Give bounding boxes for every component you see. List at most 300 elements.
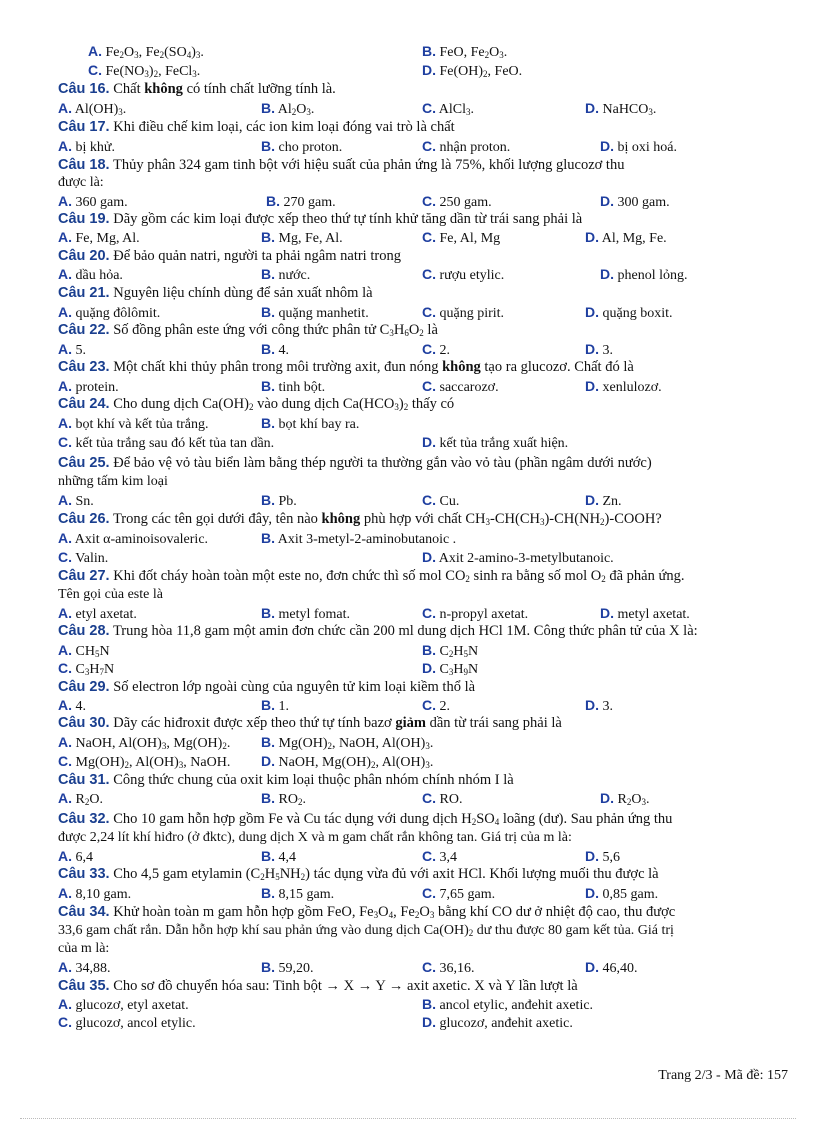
- answer-option: [261, 789, 306, 809]
- option-letter: B.: [261, 378, 275, 394]
- question-continuation: [58, 473, 168, 491]
- option-letter: C.: [422, 492, 436, 508]
- answer-option: [58, 659, 114, 679]
- option-text: NaOH, $Al(OH)_3$, $Mg(OH)_2$.: [72, 736, 231, 751]
- answer-option: [261, 491, 297, 511]
- answer-option: [58, 604, 137, 624]
- option-text: NaHCO$_3$.: [599, 102, 657, 117]
- answer-option: [600, 265, 688, 285]
- question-stem: [58, 810, 672, 828]
- option-text: rượu etylic.: [436, 268, 505, 283]
- option-letter: C.: [58, 549, 72, 565]
- answer-option: [58, 491, 94, 511]
- question-number: Câu 32.: [58, 811, 110, 827]
- answer-option: [261, 529, 456, 549]
- option-letter: A.: [58, 229, 72, 245]
- answer-option: [422, 61, 522, 81]
- option-letter: B.: [261, 266, 275, 282]
- option-text: 8,15 gam.: [275, 887, 335, 902]
- option-letter: C.: [58, 660, 72, 676]
- question-text: Nguyên liệu chính dùng để sản xuất nhôm là: [109, 285, 373, 301]
- answer-option: [58, 192, 128, 212]
- option-text: 300 gam.: [614, 195, 670, 210]
- answer-option: [422, 228, 500, 248]
- option-letter: A.: [58, 100, 72, 116]
- question-number: Câu 34.: [58, 904, 110, 920]
- answer-option: [600, 137, 677, 157]
- option-letter: A.: [58, 734, 72, 750]
- question-stem: [58, 903, 675, 921]
- page-footer: Trang 2/3 - Mã đề: 157: [658, 1068, 788, 1083]
- option-text: $C_3H_7N$: [72, 662, 115, 677]
- option-letter: A.: [58, 848, 72, 864]
- question-number: Câu 22.: [58, 322, 110, 338]
- option-letter: A.: [58, 697, 72, 713]
- option-letter: B.: [261, 959, 275, 975]
- answer-option: [261, 228, 343, 248]
- option-letter: A.: [58, 378, 72, 394]
- option-letter: B.: [261, 341, 275, 357]
- question-stem: [58, 118, 455, 136]
- option-letter: D.: [585, 848, 599, 864]
- option-letter: A.: [58, 341, 72, 357]
- option-text: quặng đôlômit.: [72, 306, 161, 321]
- question-text: Số đồng phân este ứng với công thức phân tử $C_3H_6O_2$ là: [109, 322, 438, 338]
- option-text: Axit α-aminoisovaleric.: [72, 532, 209, 547]
- option-letter: B.: [261, 304, 275, 320]
- option-text: saccarozơ.: [436, 380, 499, 395]
- question-continuation: [58, 922, 674, 940]
- answer-option: [422, 377, 499, 397]
- option-letter: A.: [58, 193, 72, 209]
- option-letter: D.: [585, 100, 599, 116]
- option-text: protein.: [72, 380, 119, 395]
- question-text: Dãy các hiđroxit được xếp theo thứ tự tính bazơ giảm dần từ trái sang phải là: [109, 715, 562, 731]
- question-text: Công thức chung của oxit kim loại thuộc phân nhóm chính nhóm I là: [109, 772, 514, 788]
- answer-option: [422, 659, 478, 679]
- question-stem: [58, 567, 684, 585]
- option-text: $Al(OH)_3$.: [72, 102, 127, 117]
- question-text: Dãy gồm các kim loại được xếp theo thứ tự tính khử tăng dần từ trái sang phải là: [109, 211, 583, 227]
- answer-option: [261, 752, 433, 772]
- option-letter: B.: [261, 885, 275, 901]
- option-letter: C.: [422, 885, 436, 901]
- question-stem: [58, 358, 634, 376]
- answer-option: [422, 137, 510, 157]
- answer-option: [585, 847, 620, 867]
- option-text: $Fe(OH)_2$, FeO.: [436, 64, 523, 79]
- question-stem: [58, 210, 582, 228]
- answer-option: [261, 303, 369, 323]
- option-letter: B.: [261, 734, 275, 750]
- question-number: Câu 16.: [58, 81, 110, 97]
- option-text: Al, Mg, Fe.: [599, 231, 667, 246]
- option-letter: C.: [422, 266, 436, 282]
- answer-option: [261, 414, 359, 434]
- option-text: $C_3H_9N$: [436, 662, 479, 677]
- option-letter: A.: [58, 885, 72, 901]
- answer-option: [261, 137, 342, 157]
- option-text: bọt khí bay ra.: [275, 417, 360, 432]
- answer-option: [585, 228, 667, 248]
- option-text: 34,88.: [72, 961, 111, 976]
- answer-option: [422, 696, 450, 716]
- question-stem: [58, 622, 698, 640]
- option-text: 2.: [436, 343, 450, 358]
- option-text: 250 gam.: [436, 195, 492, 210]
- option-text: Mg, Fe, Al.: [275, 231, 343, 246]
- answer-option: [261, 99, 314, 119]
- question-stem: [58, 247, 401, 265]
- question-stem: [58, 714, 562, 732]
- option-letter: C.: [58, 434, 72, 450]
- option-letter: C.: [422, 341, 436, 357]
- option-text: glucozơ, ancol etylic.: [72, 1016, 196, 1031]
- question-text: Khi đốt cháy hoàn toàn một este no, đơn chức thì số mol $CO_2$ sinh ra bằng số mol $O_2$ đã phản ứng.: [109, 568, 685, 584]
- answer-option: [58, 789, 103, 809]
- answer-option: [585, 303, 673, 323]
- question-text: Để bảo vệ vỏ tàu biển làm bằng thép người ta thường gắn vào vỏ tàu (phần ngâm dưới nước): [109, 455, 652, 471]
- option-letter: A.: [58, 492, 72, 508]
- option-text: AlCl$_3$.: [436, 102, 474, 117]
- option-text: 1.: [275, 699, 289, 714]
- answer-option: [422, 548, 614, 568]
- option-text: 6,4: [72, 850, 93, 865]
- answer-option: [261, 847, 296, 867]
- answer-option: [58, 884, 131, 904]
- option-letter: A.: [58, 605, 72, 621]
- answer-option: [58, 303, 160, 323]
- answer-option: [261, 265, 310, 285]
- option-text: 0,85 gam.: [599, 887, 659, 902]
- question-text: Khi điều chế kim loại, các ion kim loại đóng vai trò là chất: [109, 119, 455, 135]
- answer-option: [261, 340, 289, 360]
- option-text: Axit 3-metyl-2-aminobutanoic .: [275, 532, 457, 547]
- option-letter: B.: [261, 415, 275, 431]
- option-text: quặng pirit.: [436, 306, 505, 321]
- option-letter: D.: [585, 341, 599, 357]
- option-text: 59,20.: [275, 961, 314, 976]
- option-letter: C.: [58, 1014, 72, 1030]
- option-text: 3.: [599, 699, 613, 714]
- option-letter: D.: [600, 266, 614, 282]
- question-number: Câu 23.: [58, 359, 110, 375]
- option-text: kết tủa trắng xuất hiện.: [436, 436, 569, 451]
- question-text: Trong các tên gọi dưới đây, tên nào không phù hợp với chất $CH_3-CH(CH_3)-CH(NH_2)$-COOH?: [109, 511, 662, 527]
- option-text: 5,6: [599, 850, 620, 865]
- option-text: cho proton.: [275, 140, 343, 155]
- question-number: Câu 24.: [58, 396, 110, 412]
- answer-option: [58, 995, 189, 1015]
- option-letter: D.: [585, 492, 599, 508]
- answer-option: [422, 99, 474, 119]
- question-text: được là:: [58, 175, 104, 190]
- answer-option: [261, 604, 350, 624]
- option-letter: D.: [585, 378, 599, 394]
- option-text: $CH_5N$: [72, 644, 110, 659]
- question-stem: [58, 977, 578, 995]
- answer-option: [58, 99, 126, 119]
- question-stem: [58, 771, 514, 789]
- option-letter: D.: [600, 138, 614, 154]
- answer-option: [261, 696, 289, 716]
- answer-option: [88, 61, 200, 81]
- question-number: Câu 26.: [58, 511, 110, 527]
- option-letter: B.: [261, 605, 275, 621]
- question-stem: [58, 395, 454, 413]
- option-text: Zn.: [599, 494, 622, 509]
- question-continuation: [58, 174, 104, 192]
- option-letter: C.: [422, 304, 436, 320]
- option-text: 36,16.: [436, 961, 475, 976]
- answer-option: [58, 1013, 196, 1033]
- option-text: phenol lỏng.: [614, 268, 688, 283]
- option-text: Sn.: [72, 494, 94, 509]
- option-letter: B.: [422, 43, 436, 59]
- option-letter: D.: [585, 304, 599, 320]
- question-text: Cho dung dịch $Ca(OH)_2$ vào dung dịch $Ca(HCO_3)_2$ thấy có: [109, 396, 455, 412]
- option-letter: B.: [422, 642, 436, 658]
- option-letter: C.: [422, 605, 436, 621]
- answer-option: [58, 433, 274, 453]
- option-text: metyl fomat.: [275, 607, 351, 622]
- option-letter: D.: [422, 62, 436, 78]
- question-number: Câu 27.: [58, 568, 110, 584]
- answer-option: [58, 548, 108, 568]
- option-letter: A.: [58, 959, 72, 975]
- answer-option: [585, 958, 638, 978]
- option-letter: A.: [58, 304, 72, 320]
- option-text: bọt khí và kết tủa trắng.: [72, 417, 209, 432]
- option-letter: C.: [422, 959, 436, 975]
- option-text: metyl axetat.: [614, 607, 690, 622]
- option-text: $Mg(OH)_2$, NaOH, $Al(OH)_3$.: [275, 736, 434, 751]
- option-text: 360 gam.: [72, 195, 128, 210]
- option-text: $Mg(OH)_2$, $Al(OH)_3$, NaOH.: [72, 755, 231, 770]
- option-text: $R_2O$.: [72, 792, 103, 807]
- option-letter: C.: [422, 100, 436, 116]
- answer-option: [58, 137, 115, 157]
- option-text: $R_2O_3$.: [614, 792, 650, 807]
- question-text: Chất không có tính chất lưỡng tính là.: [109, 81, 336, 97]
- option-text: 3.: [599, 343, 613, 358]
- option-text: quặng boxit.: [599, 306, 673, 321]
- answer-option: [58, 958, 111, 978]
- answer-option: [261, 884, 334, 904]
- option-text: etyl axetat.: [72, 607, 137, 622]
- option-letter: B.: [422, 996, 436, 1012]
- question-text: Cho 4,5 gam etylamin $(C_2H_5NH_2)$ tác dụng vừa đủ với axit HCl. Khối lượng muối thu được là: [109, 866, 659, 882]
- question-stem: [58, 156, 624, 174]
- option-text: 8,10 gam.: [72, 887, 132, 902]
- question-continuation: [58, 829, 572, 847]
- question-number: Câu 29.: [58, 679, 110, 695]
- option-text: quặng manhetit.: [275, 306, 369, 321]
- option-letter: D.: [422, 434, 436, 450]
- option-letter: A.: [58, 790, 72, 806]
- answer-option: [422, 192, 492, 212]
- option-letter: C.: [422, 848, 436, 864]
- option-letter: B.: [261, 100, 275, 116]
- answer-option: [261, 733, 433, 753]
- option-text: 46,40.: [599, 961, 638, 976]
- option-letter: B.: [261, 790, 275, 806]
- answer-option: [422, 995, 593, 1015]
- option-letter: C.: [422, 229, 436, 245]
- question-number: Câu 25.: [58, 455, 110, 471]
- answer-option: [422, 884, 495, 904]
- question-stem: [58, 80, 336, 98]
- option-letter: D.: [585, 885, 599, 901]
- question-number: Câu 19.: [58, 211, 110, 227]
- answer-option: [585, 377, 662, 397]
- option-text: ancol etylic, anđehit axetic.: [436, 998, 594, 1013]
- option-letter: B.: [261, 530, 275, 546]
- option-letter: B.: [261, 138, 275, 154]
- question-text: Cho sơ đồ chuyển hóa sau: Tinh bột → X → Y → axit axetic. X và Y lần lượt là: [109, 978, 578, 994]
- option-text: nước.: [275, 268, 311, 283]
- option-text: Valin.: [72, 551, 109, 566]
- option-text: RO.: [436, 792, 463, 807]
- question-text: những tấm kim loại: [58, 474, 168, 489]
- option-letter: C.: [422, 193, 436, 209]
- option-text: bị khử.: [72, 140, 115, 155]
- answer-option: [422, 958, 475, 978]
- question-text: Thủy phân 324 gam tinh bột với hiệu suất của phản ứng là 75%, khối lượng glucozơ thu: [109, 157, 625, 173]
- answer-option: [422, 847, 457, 867]
- answer-option: [585, 696, 613, 716]
- option-text: 4.: [72, 699, 86, 714]
- answer-option: [422, 491, 459, 511]
- option-text: glucozơ, anđehit axetic.: [436, 1016, 573, 1031]
- question-text: Trung hòa 11,8 gam một amin đơn chức cần 200 ml dung dịch HCl 1M. Công thức phân tử của X là:: [109, 623, 698, 639]
- question-stem: [58, 321, 438, 339]
- answer-option: [58, 340, 86, 360]
- option-letter: A.: [58, 642, 72, 658]
- question-number: Câu 28.: [58, 623, 110, 639]
- answer-option: [261, 958, 314, 978]
- question-number: Câu 18.: [58, 157, 110, 173]
- answer-option: [58, 414, 208, 434]
- answer-option: [422, 42, 507, 62]
- question-number: Câu 33.: [58, 866, 110, 882]
- option-letter: C.: [422, 790, 436, 806]
- bottom-dotted-border: [20, 1118, 796, 1119]
- option-letter: B.: [261, 697, 275, 713]
- option-letter: D.: [600, 605, 614, 621]
- question-text: Cho 10 gam hỗn hợp gồm Fe và Cu tác dụng với dung dịch $H_2SO_4$ loãng (dư). Sau phản ứng thu: [109, 811, 673, 827]
- question-continuation: [58, 940, 109, 958]
- option-text: Fe, Al, Mg: [436, 231, 501, 246]
- question-number: Câu 31.: [58, 772, 110, 788]
- question-number: Câu 30.: [58, 715, 110, 731]
- answer-option: [422, 265, 504, 285]
- question-number: Câu 21.: [58, 285, 110, 301]
- option-text: $Al_2O_3$.: [275, 102, 315, 117]
- option-text: NaOH, $Mg(OH)_2$, $Al(OH)_3$.: [275, 755, 434, 770]
- option-letter: A.: [58, 266, 72, 282]
- question-text: Tên gọi của este là: [58, 587, 163, 602]
- option-text: 5.: [72, 343, 86, 358]
- answer-option: [585, 884, 658, 904]
- question-number: Câu 20.: [58, 248, 110, 264]
- answer-option: [58, 847, 93, 867]
- question-text: Khử hoàn toàn m gam hỗn hợp gồm FeO, $Fe_3O_4$, $Fe_2O_3$ bằng khí CO dư ở nhiệt độ cao, thu được: [109, 904, 676, 920]
- answer-option: [58, 228, 140, 248]
- option-letter: D.: [585, 229, 599, 245]
- option-letter: A.: [58, 138, 72, 154]
- option-text: tinh bột.: [275, 380, 326, 395]
- option-text: 2.: [436, 699, 450, 714]
- answer-option: [585, 340, 613, 360]
- answer-option: [261, 377, 325, 397]
- answer-option: [58, 733, 230, 753]
- answer-option: [58, 377, 119, 397]
- option-text: Fe, Mg, Al.: [72, 231, 140, 246]
- answer-option: [58, 752, 230, 772]
- option-text: $Fe(NO_3)_2$, FeCl$_3$.: [102, 64, 201, 79]
- option-letter: B.: [261, 229, 275, 245]
- answer-option: [600, 604, 690, 624]
- question-text: Để bảo quản natri, người ta phải ngâm natri trong: [109, 248, 401, 264]
- answer-option: [422, 433, 568, 453]
- question-stem: [58, 284, 373, 302]
- answer-option: [422, 340, 450, 360]
- option-letter: C.: [422, 697, 436, 713]
- answer-option: [422, 604, 528, 624]
- option-letter: D.: [600, 193, 614, 209]
- option-text: FeO, $Fe_2O_3$.: [436, 45, 508, 60]
- answer-option: [58, 641, 110, 661]
- option-letter: D.: [585, 697, 599, 713]
- answer-option: [422, 641, 478, 661]
- question-text: Số electron lớp ngoài cùng của nguyên tử kim loại kiềm thổ là: [109, 679, 476, 695]
- option-text: n-propyl axetat.: [436, 607, 529, 622]
- question-text: 33,6 gam chất rắn. Dẫn hỗn hợp khí sau phản ứng vào dung dịch $Ca(OH)_2$ dư thu được 80 gam kết tủa. Giá trị: [58, 923, 674, 938]
- option-text: 7,65 gam.: [436, 887, 496, 902]
- question-stem: [58, 678, 475, 696]
- option-letter: A.: [58, 530, 72, 546]
- option-letter: C.: [58, 753, 72, 769]
- question-number: Câu 35.: [58, 978, 110, 994]
- answer-option: [266, 192, 336, 212]
- option-text: Pb.: [275, 494, 297, 509]
- answer-option: [585, 99, 656, 119]
- option-text: dầu hỏa.: [72, 268, 123, 283]
- question-number: Câu 17.: [58, 119, 110, 135]
- question-continuation: [58, 586, 163, 604]
- option-letter: D.: [261, 753, 275, 769]
- question-text: Một chất khi thủy phân trong môi trường axit, đun nóng không tạo ra glucozơ. Chất đó là: [109, 359, 634, 375]
- question-text: của m là:: [58, 941, 110, 956]
- option-letter: C.: [422, 378, 436, 394]
- option-text: glucozơ, etyl axetat.: [72, 998, 189, 1013]
- option-text: Axit 2-amino-3-metylbutanoic.: [436, 551, 614, 566]
- option-text: 270 gam.: [280, 195, 336, 210]
- option-letter: D.: [585, 959, 599, 975]
- option-letter: D.: [422, 1014, 436, 1030]
- option-text: $C_2H_5N$: [436, 644, 479, 659]
- option-letter: C.: [88, 62, 102, 78]
- option-letter: C.: [422, 138, 436, 154]
- option-text: 3,4: [436, 850, 457, 865]
- option-letter: A.: [88, 43, 102, 59]
- option-text: xenlulozơ.: [599, 380, 662, 395]
- option-text: nhận proton.: [436, 140, 511, 155]
- question-text: được 2,24 lít khí hiđro (ở đktc), dung dịch X và m gam chất rắn không tan. Giá trị của m là:: [58, 830, 572, 845]
- option-letter: B.: [261, 492, 275, 508]
- answer-option: [600, 789, 649, 809]
